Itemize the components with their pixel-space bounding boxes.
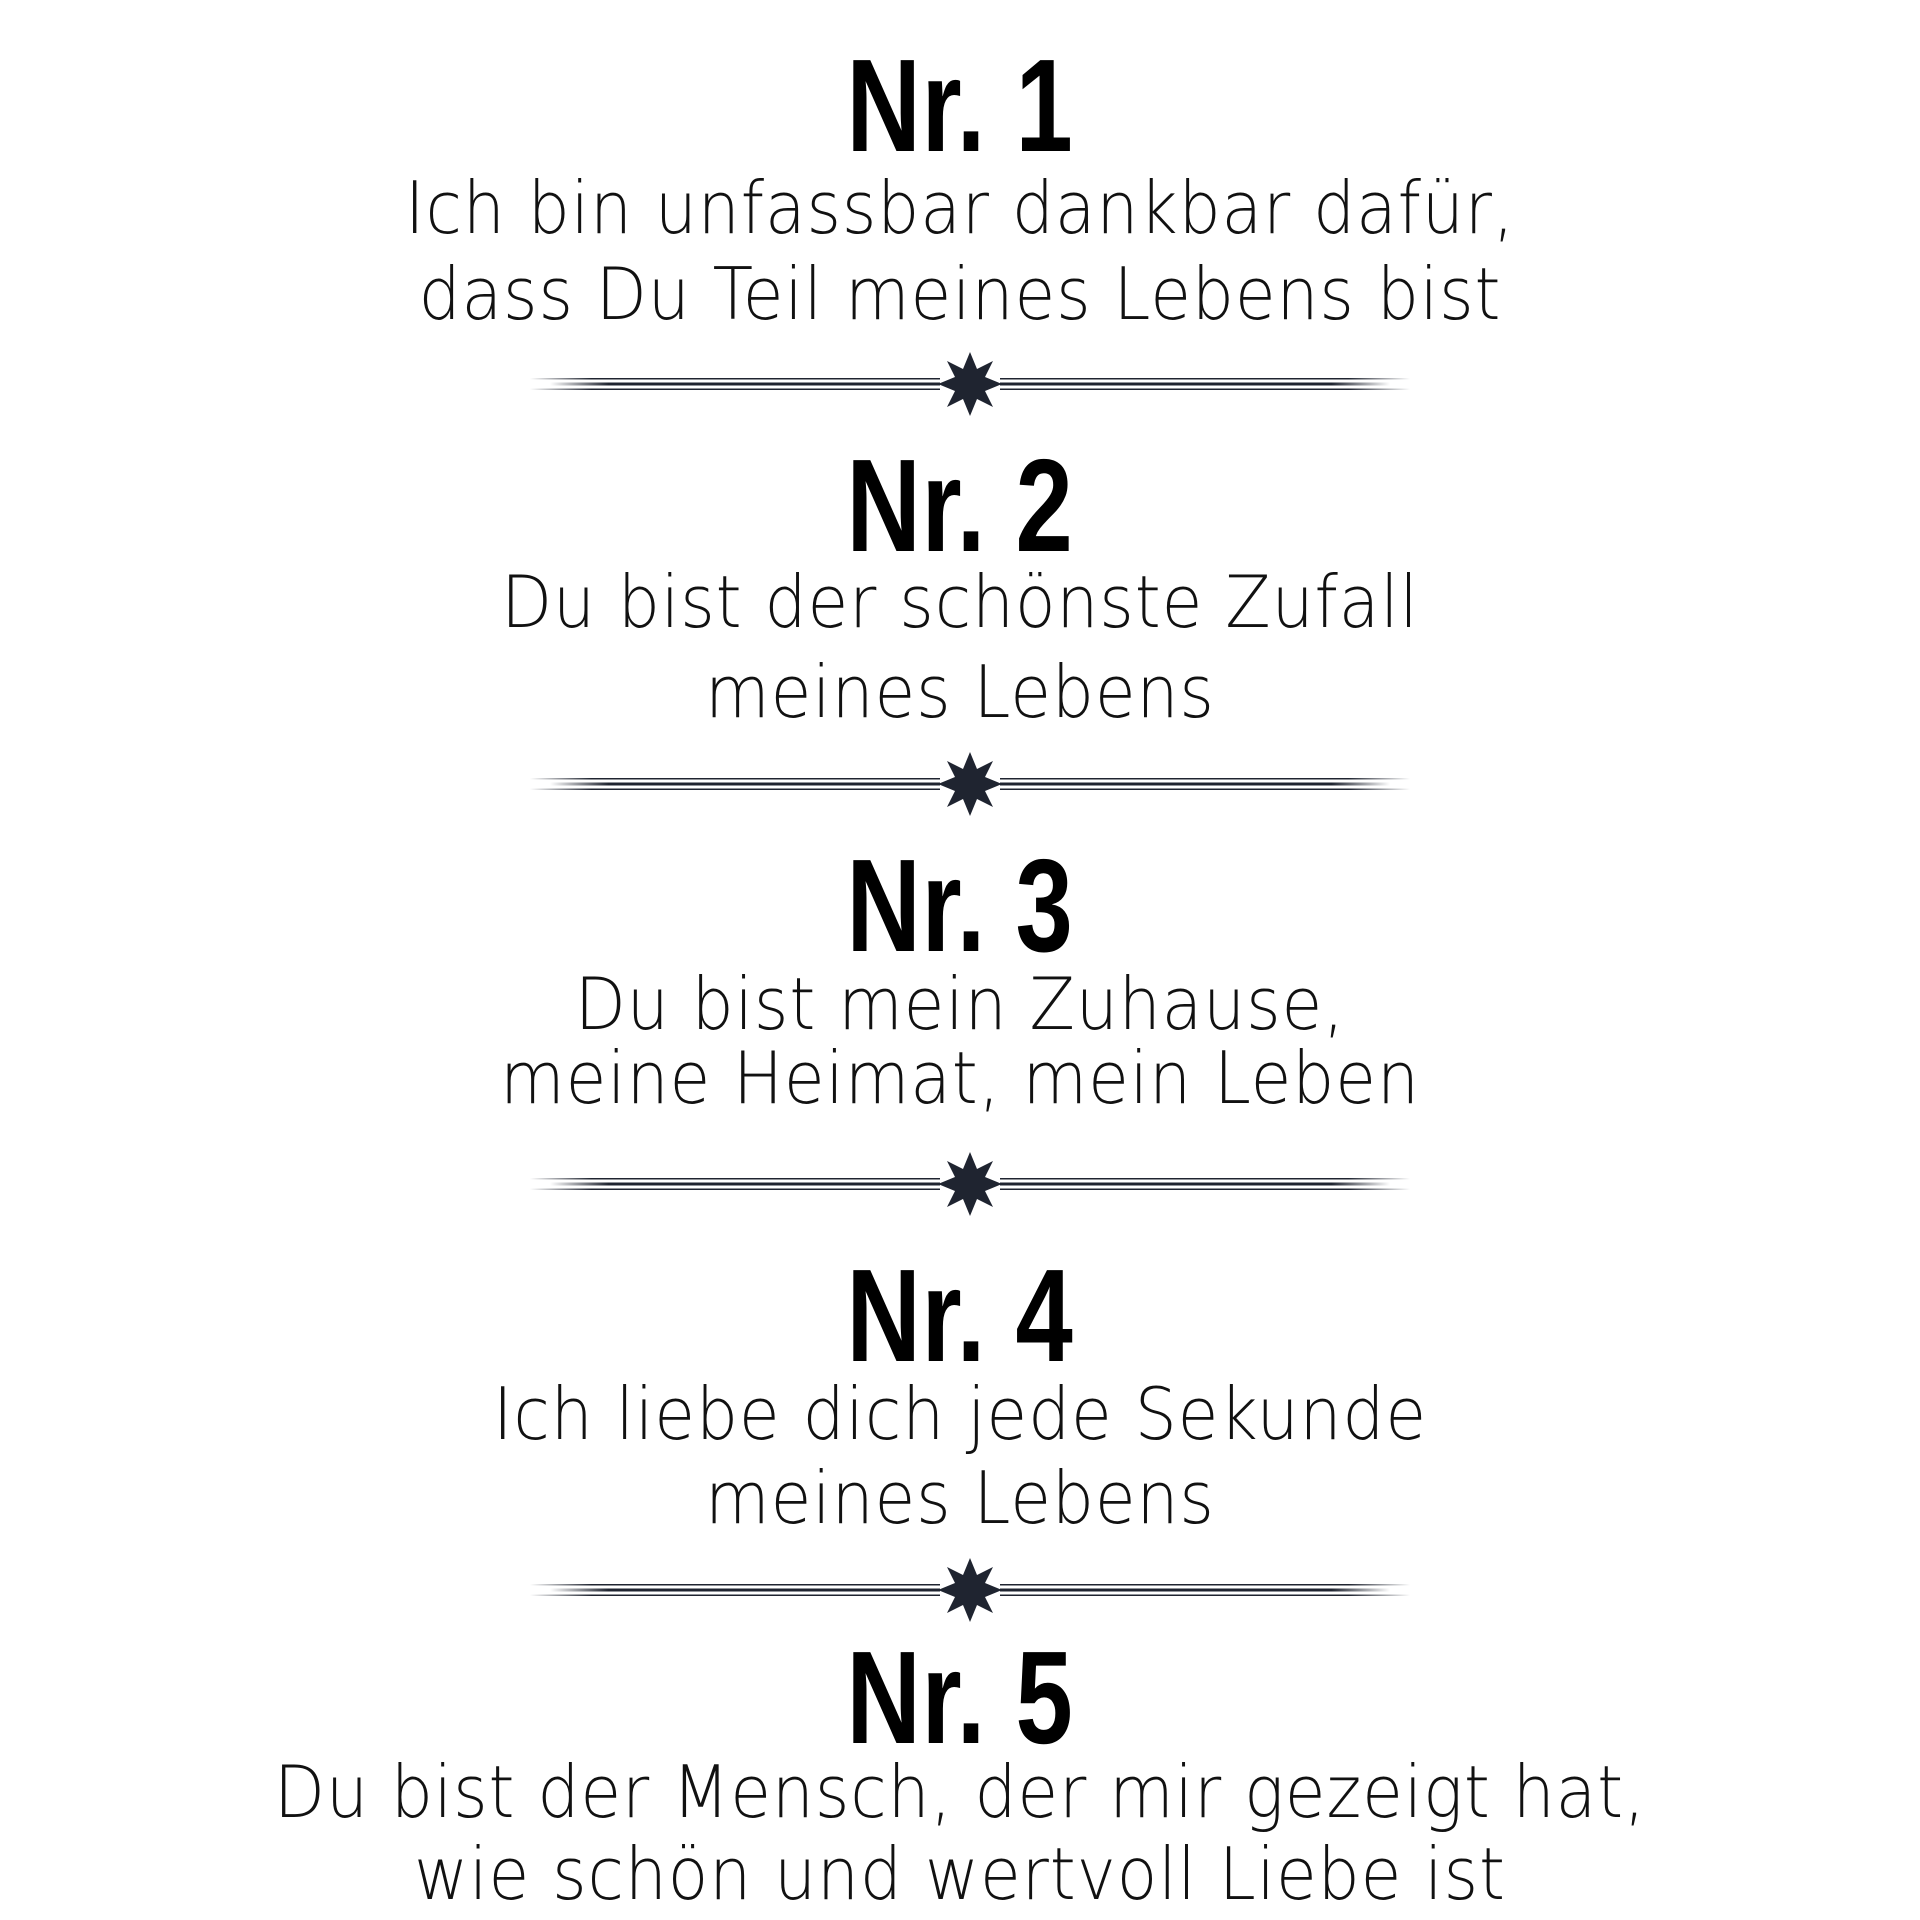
item-4-line-2: meines Lebens xyxy=(705,1456,1215,1540)
star-divider-icon xyxy=(530,344,1410,424)
item-3-line-2: meine Heimat, mein Leben xyxy=(500,1036,1420,1120)
item-5-heading: Nr. 5 xyxy=(846,1624,1074,1771)
item-5-line-1: Du bist der Mensch, der mir gezeigt hat, xyxy=(274,1750,1646,1834)
item-2-heading: Nr. 2 xyxy=(846,432,1074,579)
item-2-line-1: Du bist der schönste Zufall xyxy=(501,560,1419,644)
item-3-line-1: Du bist mein Zuhause, xyxy=(574,962,1346,1046)
item-1-heading: Nr. 1 xyxy=(846,32,1074,179)
star-divider-icon xyxy=(530,1550,1410,1630)
item-4-heading: Nr. 4 xyxy=(846,1242,1074,1389)
star-divider-icon xyxy=(530,1144,1410,1224)
item-2-line-2: meines Lebens xyxy=(705,650,1215,734)
item-3-heading: Nr. 3 xyxy=(846,832,1074,979)
star-divider-icon xyxy=(530,744,1410,824)
item-1-line-2: dass Du Teil meines Lebens bist xyxy=(418,252,1502,336)
item-4-line-1: Ich liebe dich jede Sekunde xyxy=(492,1372,1428,1456)
item-5-line-2: wie schön und wertvoll Liebe ist xyxy=(414,1832,1506,1916)
item-1-line-1: Ich bin unfassbar dankbar dafür, xyxy=(405,166,1515,250)
